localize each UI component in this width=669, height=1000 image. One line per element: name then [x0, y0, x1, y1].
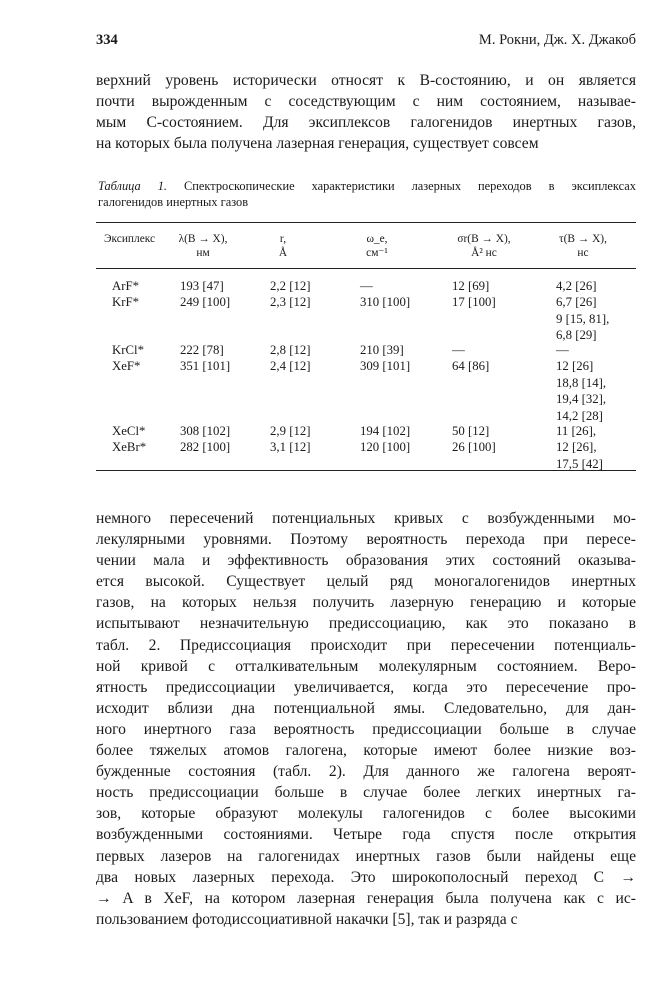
cell-sigma: 64 [86] — [452, 359, 490, 373]
cell-tau: — — [556, 343, 569, 357]
cell-sigma: 17 [100] — [452, 295, 496, 309]
caption-label: Таблица 1. — [98, 179, 167, 193]
header-lambda: λ(B → X), нм — [178, 233, 228, 259]
text-line: на которых была получена лазерная генерация, существует совсем — [96, 135, 539, 153]
cell-sigma: 50 [12] — [452, 424, 490, 438]
paragraph-top — [96, 70, 636, 154]
cell-tau: 11 [26], — [556, 424, 597, 438]
header-omega: ω_e, см⁻¹ — [366, 233, 388, 259]
cell-omega: 120 [100] — [360, 440, 411, 454]
text-line: пользованием фотодиссоциативной накачки [5], так и разряда с — [96, 910, 518, 928]
text-line: два новых лазерных перехода. Это широкополосный переход C → — [96, 868, 636, 886]
header-sigma: σr(B → X), Å² нс — [457, 233, 511, 259]
text-line: газов, на которых нельзя получить лазерную генерацию и которые — [96, 594, 636, 612]
cell-r: 2,9 [12] — [270, 424, 311, 438]
text-line: первых лазеров на галогенидах инертных газов были найдены еще — [96, 847, 636, 865]
cell-tau: 12 [26], — [556, 440, 597, 454]
cell-exciplex: XeCl* — [112, 424, 146, 438]
cell-r: 2,2 [12] — [270, 279, 311, 293]
cell-r: 3,1 [12] — [270, 440, 311, 454]
cell-tau: 12 [26] — [556, 359, 594, 373]
cell-omega: 194 [102] — [360, 424, 411, 438]
text-line: ность предиссоциации больше в случае более легких инертных га- — [96, 784, 636, 802]
cell-tau: 6,7 [26] — [556, 295, 597, 309]
text-line: табл. 2. Предиссоциация происходит при пересечении потенциаль- — [96, 636, 636, 654]
cell-tau: 19,4 [32], — [556, 392, 607, 406]
cell-tau: 6,8 [29] — [556, 328, 597, 342]
cell-omega: 309 [101] — [360, 359, 411, 373]
cell-r: 2,3 [12] — [270, 295, 311, 309]
table-caption — [98, 178, 636, 210]
cell-r: 2,4 [12] — [270, 359, 311, 373]
cell-tau: 14,2 [28] — [556, 408, 603, 423]
cell-exciplex: XeF* — [112, 359, 141, 373]
table-top-rule — [96, 222, 636, 223]
cell-lambda: 222 [78] — [180, 343, 224, 357]
paragraph-bottom — [96, 508, 636, 930]
caption-line-2: галогенидов инертных газов — [98, 195, 249, 209]
cell-sigma: 12 [69] — [452, 279, 490, 293]
text-line: ятность предиссоциации увеличивается, когда это пересечение про- — [96, 678, 636, 696]
caption-text: Спектроскопические характеристики лазерных переходов в эксиплексах — [184, 179, 636, 193]
running-title: М. Рокни, Дж. Х. Джакоб — [478, 32, 636, 48]
cell-omega: 210 [39] — [360, 343, 404, 357]
cell-tau: 18,8 [14], — [556, 375, 607, 390]
text-line: мым C-состоянием. Для эксиплексов галогенидов инертных газов, — [96, 114, 636, 132]
text-line: бужденные состояния (табл. 2). Для данного же галогена вероят- — [96, 763, 636, 781]
cell-tau: 4,2 [26] — [556, 279, 597, 293]
cell-exciplex: ArF* — [112, 279, 140, 293]
cell-lambda: 308 [102] — [180, 424, 231, 438]
text-line: зов, которые образуют молекулы галогенидов с более высокими — [96, 805, 636, 823]
text-line: ного инертного газа вероятность предиссоциации больше в случае — [96, 720, 636, 738]
page-header — [96, 32, 636, 52]
cell-lambda: 351 [101] — [180, 359, 231, 373]
text-line: чении мала и эффективность образования этих состояний оказыва- — [96, 552, 636, 570]
cell-lambda: 249 [100] — [180, 295, 231, 309]
text-line: исходит вблизи дна потенциальной ямы. Следовательно, для дан- — [96, 699, 636, 717]
text-line: возбужденными состояниями. Четыре года спустя после открытия — [96, 826, 636, 844]
text-line: ной кривой с отталкивательным молекулярным состоянием. Веро- — [96, 657, 636, 675]
header-exciplex: Эксиплекс — [104, 233, 156, 245]
cell-sigma: 26 [100] — [452, 440, 496, 454]
cell-omega: 310 [100] — [360, 295, 411, 309]
text-line: более тяжелых атомов галогена, которые имеют более низкие воз- — [96, 742, 636, 760]
table-bottom-rule — [96, 470, 636, 471]
cell-sigma: — — [452, 343, 465, 357]
text-line: ется высокой. Существует целый ряд моногалогенидов инертных — [96, 573, 636, 591]
table-header-rule — [96, 268, 636, 269]
cell-exciplex: KrCl* — [112, 343, 144, 357]
header-tau: τ(B → X), нс — [559, 233, 607, 259]
text-line: почти вырожденным с соседствующим с ним состоянием, называе- — [96, 93, 636, 111]
page-number: 334 — [96, 32, 118, 48]
cell-tau: 9 [15, 81], — [556, 311, 610, 326]
text-line: → A в XeF, на котором лазерная генерация была получена как с ис- — [96, 889, 636, 907]
cell-omega: — — [360, 279, 373, 293]
cell-r: 2,8 [12] — [270, 343, 311, 357]
cell-exciplex: XeBr* — [112, 440, 147, 454]
cell-exciplex: KrF* — [112, 295, 140, 309]
cell-lambda: 193 [47] — [180, 279, 224, 293]
cell-lambda: 282 [100] — [180, 440, 231, 454]
header-r: r, Å — [278, 233, 288, 259]
cell-tau: 17,5 [42] — [556, 456, 603, 471]
text-line: верхний уровень исторически относят к B-состоянию, и он является — [96, 72, 636, 89]
text-line: лекулярными уровнями. Поэтому вероятность перехода при пересе- — [96, 531, 636, 549]
text-line: испытывают незначительную предиссоциацию, как это показано в — [96, 615, 636, 633]
text-line: немного пересечений потенциальных кривых с возбужденными мо- — [96, 510, 636, 527]
caption-line-1 — [98, 178, 636, 194]
